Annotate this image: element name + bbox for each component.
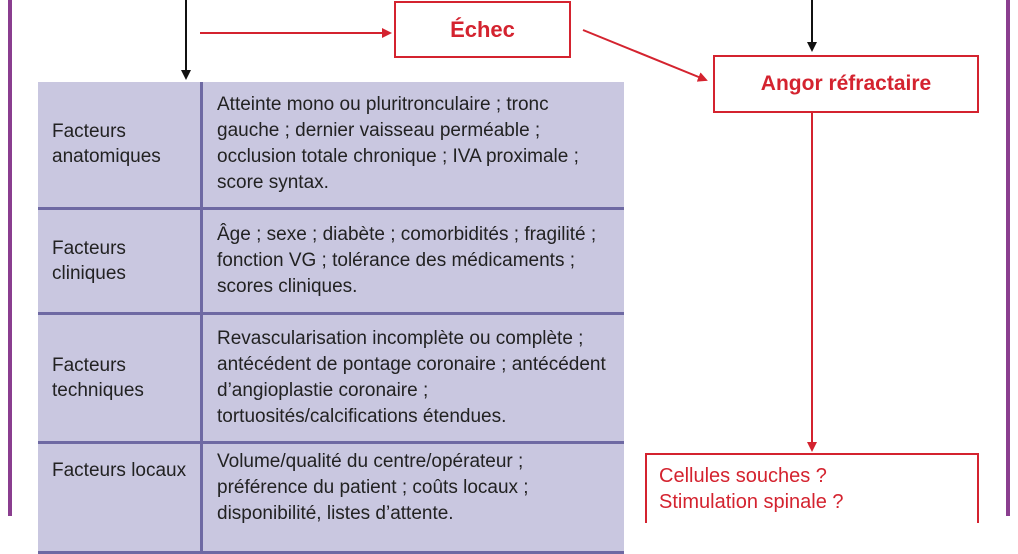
factor-description: Atteinte mono ou pluritronculaire ; tronc gauche ; dernier vaisseau perméable ; occlusion totale chronique ; IVA proximale ; score syntax. [202, 82, 625, 208]
factor-row-techniques [38, 313, 624, 442]
factor-row-locaux [38, 442, 624, 552]
factor-label: Facteurs techniques [38, 313, 202, 442]
factor-row-cliniques [38, 208, 624, 313]
factor-description: Âge ; sexe ; diabète ; comorbidités ; fragilité ; fonction VG ; tolérance des médicaments ; scores cliniques. [202, 208, 625, 313]
angor-refractaire-box [713, 55, 979, 113]
factor-description: Revascularisation incomplète ou complète ; antécédent de pontage coronaire ; antécédent d’angioplastie coronaire ; tortuosités/calcifications étendues. [202, 313, 625, 442]
option-cellules-souches: Cellules souches ? [659, 465, 827, 487]
treatment-options-box [645, 453, 979, 523]
arrow-echec-to-angor [583, 30, 706, 80]
factor-description: Volume/qualité du centre/opérateur ; préférence du patient ; coûts locaux ; disponibilité, listes d’attente. [202, 442, 625, 552]
factor-label: Facteurs cliniques [38, 208, 202, 313]
factor-row-anatomiques [38, 82, 624, 208]
factor-label: Facteurs locaux [38, 442, 202, 552]
factor-label: Facteurs anatomiques [38, 82, 202, 208]
option-stimulation-spinale: Stimulation spinale ? [659, 491, 844, 513]
echec-box [394, 1, 571, 58]
echec-label: Échec [450, 16, 515, 42]
factors-table [38, 82, 624, 554]
angor-label: Angor réfractaire [760, 72, 932, 95]
